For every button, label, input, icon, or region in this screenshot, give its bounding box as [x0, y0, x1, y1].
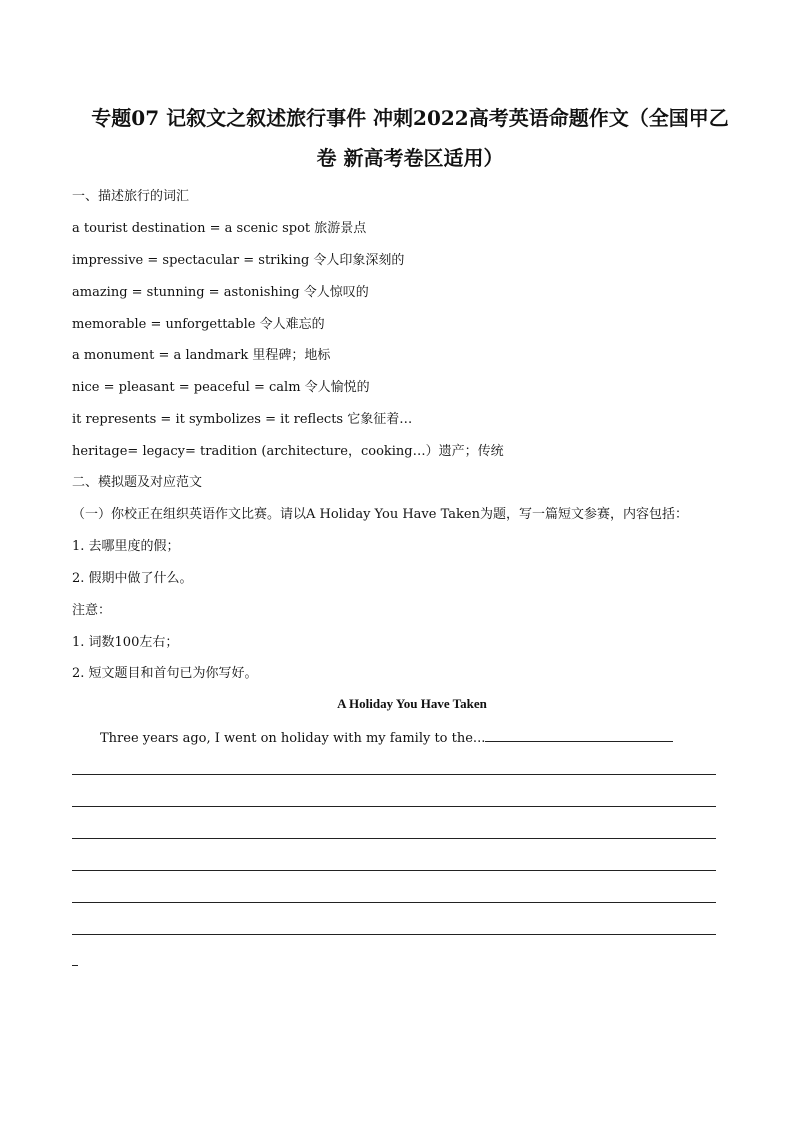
vocab-heading: 一、描述旅行的词汇 — [72, 189, 190, 204]
task-point: 2. 假期中做了什么。 — [72, 571, 193, 586]
task-intro: （一）你校正在组织英语作文比赛。请以A Holiday You Have Taken为题，写一篇短文参赛，内容包括： — [72, 507, 688, 522]
document-title: 专题07 记叙文之叙述旅行事件 冲刺2022高考英语命题作文（全国甲乙卷 新高考卷区适用） — [91, 106, 729, 170]
note-item: 1. 词数100左右； — [72, 635, 179, 650]
vocab-item: nice = pleasant = peaceful = calm 令人愉悦的 — [72, 380, 370, 395]
trailing-dash — [72, 965, 78, 966]
vocab-item: impressive = spectacular = striking 令人印象深刻的 — [72, 253, 405, 268]
vocab-item: it represents = it symbolizes = it reflects 它象征着… — [72, 412, 413, 427]
vocab-item: memorable = unforgettable 令人难忘的 — [72, 317, 325, 332]
task-point: 1. 去哪里度的假； — [72, 539, 180, 554]
vocab-item: heritage= legacy= tradition (architecture，cooking…）遗产；传统 — [72, 444, 504, 459]
answer-line[interactable] — [72, 774, 716, 775]
answer-line[interactable] — [72, 902, 716, 903]
vocab-item: amazing = stunning = astonishing 令人惊叹的 — [72, 285, 369, 300]
essay-first-line — [100, 728, 673, 748]
essay-title: A Holiday You Have Taken — [337, 696, 487, 711]
section2-heading: 二、模拟题及对应范文 — [72, 475, 203, 490]
answer-blank-inline[interactable] — [485, 728, 673, 742]
first-sentence: Three years ago, I went on holiday with my family to the... — [100, 731, 486, 746]
answer-line[interactable] — [72, 806, 716, 807]
vocab-item: a tourist destination = a scenic spot 旅游景点 — [72, 221, 367, 236]
note-item: 2. 短文题目和首句已为你写好。 — [72, 666, 258, 681]
notes-heading: 注意： — [72, 603, 112, 618]
answer-line[interactable] — [72, 870, 716, 871]
vocab-item: a monument = a landmark 里程碑；地标 — [72, 348, 331, 363]
answer-line[interactable] — [72, 934, 716, 935]
answer-line[interactable] — [72, 838, 716, 839]
